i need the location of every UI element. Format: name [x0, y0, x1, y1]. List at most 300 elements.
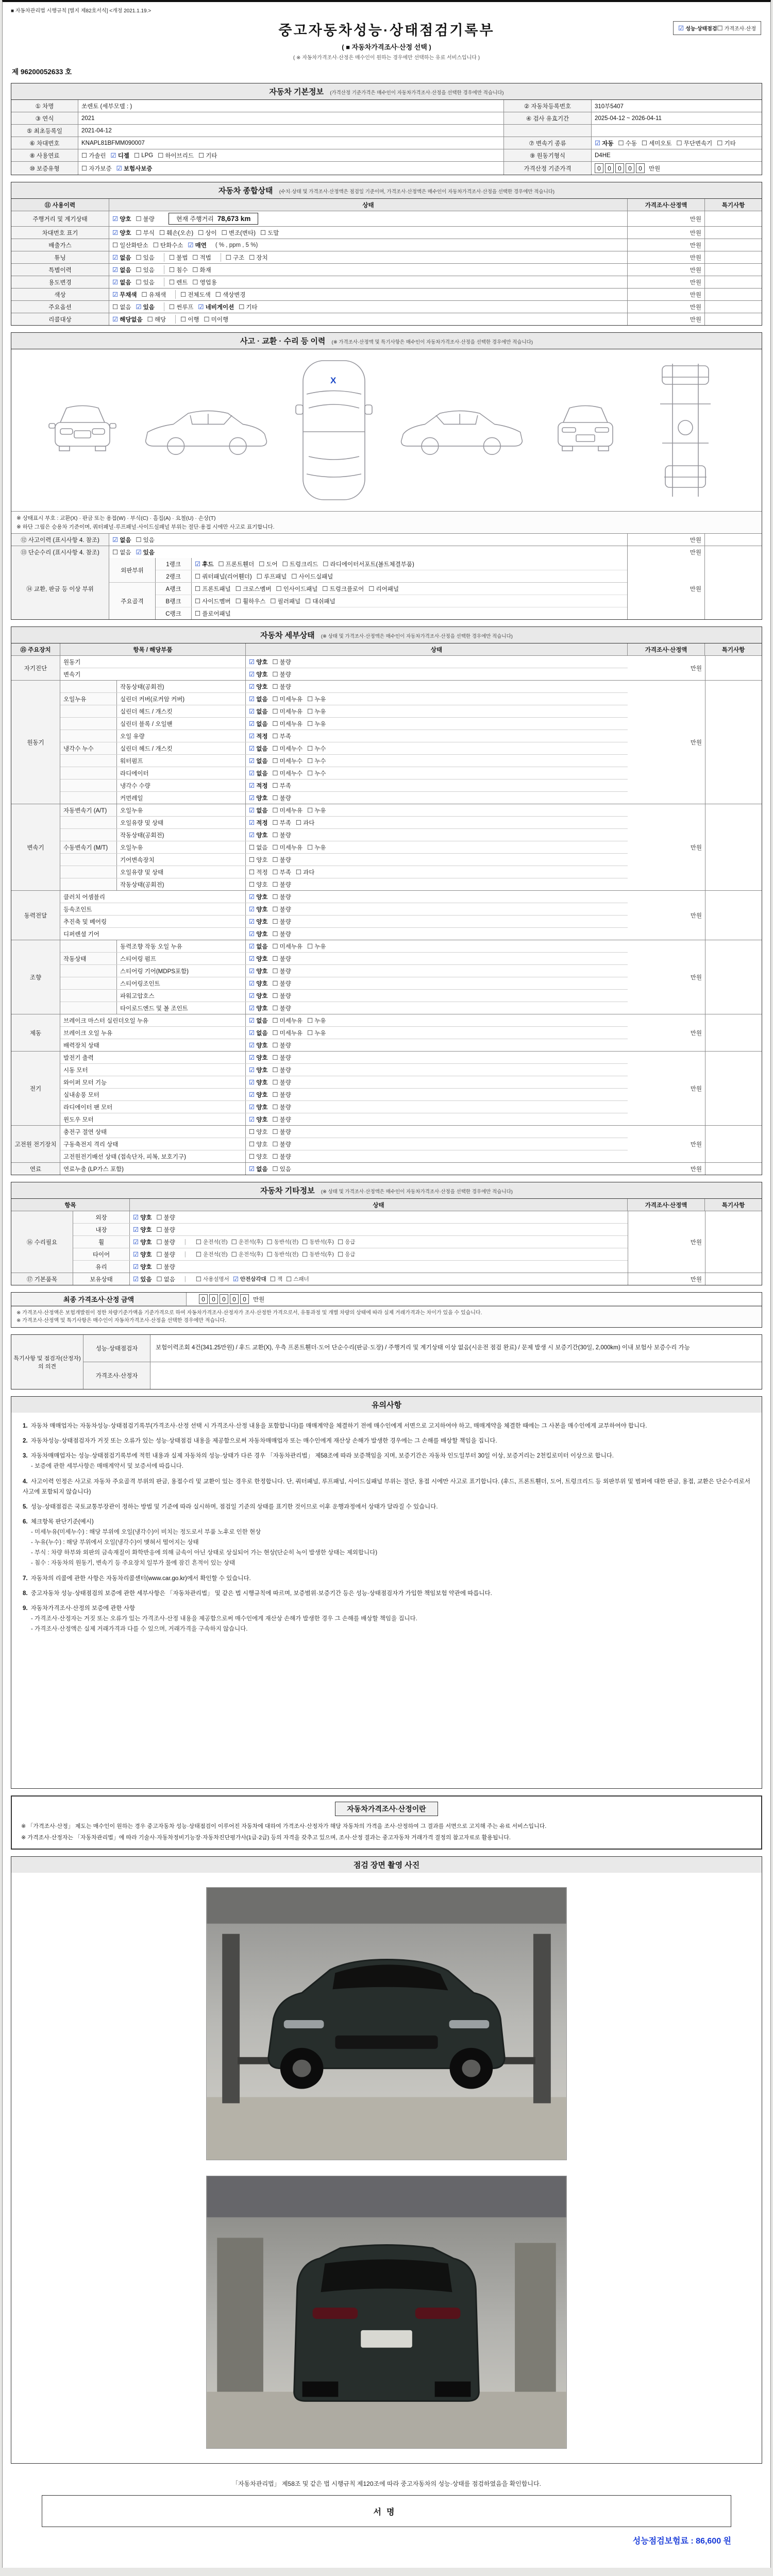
checkbox-불량[interactable] — [272, 1054, 291, 1062]
checkbox-있음[interactable] — [136, 303, 154, 311]
checkbox-미세누유[interactable] — [272, 1016, 303, 1025]
part-label: 내장 — [73, 1224, 130, 1235]
checkbox-필러패널[interactable] — [270, 597, 300, 605]
checkbox-자동[interactable] — [595, 139, 613, 147]
fuel-label: ⑧ 사용연료 — [11, 149, 78, 161]
checkbox-누유[interactable] — [307, 1016, 326, 1025]
checkbox-label: 없음 — [256, 745, 268, 752]
checkbox-루프패널[interactable] — [257, 572, 287, 581]
checkbox-없음[interactable] — [249, 720, 267, 728]
checkbox-glyph: ☑ — [112, 229, 119, 236]
checkbox-label: 해당없음 — [120, 316, 143, 323]
checkbox-누유[interactable] — [307, 695, 326, 703]
exchange-groups — [109, 558, 628, 619]
checkbox-스패너[interactable] — [286, 1275, 309, 1283]
checkbox-있음[interactable] — [136, 536, 154, 544]
checkbox-glyph: ☐ — [198, 229, 204, 236]
accident-table — [11, 349, 762, 620]
checkbox-없음[interactable] — [249, 843, 267, 852]
checkbox-label: 불량 — [279, 919, 291, 925]
checkbox-누유[interactable] — [307, 1029, 326, 1037]
checkbox-없음[interactable] — [249, 942, 267, 951]
price-digit-box: 0 — [240, 1294, 249, 1304]
checkbox-양호[interactable] — [249, 831, 267, 839]
checkbox-양호[interactable] — [249, 905, 267, 913]
part-status — [246, 668, 628, 680]
checkbox-수동[interactable] — [618, 139, 636, 147]
checkbox-미세누유[interactable] — [272, 843, 303, 852]
checkbox-기타[interactable] — [198, 151, 217, 160]
checkbox-glyph: ☐ — [302, 1239, 308, 1246]
checkbox-label: 무채색 — [120, 292, 137, 298]
checkbox-불량[interactable] — [272, 1066, 291, 1074]
checkbox-label: 하이브리드 — [165, 152, 194, 159]
checkbox-불량[interactable] — [272, 905, 291, 913]
detail-row — [60, 1002, 628, 1014]
checkbox-양호[interactable] — [249, 683, 267, 691]
detail-row — [60, 804, 628, 817]
row-status — [109, 534, 628, 546]
checkbox-없음[interactable] — [249, 757, 267, 765]
checkbox-불량[interactable] — [272, 930, 291, 938]
checkbox-과다[interactable] — [296, 819, 314, 827]
checkbox-group — [249, 918, 296, 926]
checkbox-양호[interactable] — [249, 1041, 267, 1049]
checkbox-label: 양호 — [256, 1154, 268, 1160]
checkbox-무채색[interactable] — [112, 291, 137, 299]
odometer-value: 78,673 km — [217, 215, 251, 223]
comprehensive-row — [11, 301, 762, 313]
checkbox-양호[interactable] — [249, 880, 267, 889]
device-label: 조향 — [11, 940, 60, 1014]
checkbox-glyph: ☑ — [112, 316, 119, 323]
checkbox-기타[interactable] — [239, 303, 257, 311]
checkbox-label: 없음 — [256, 943, 268, 950]
checkbox-적법[interactable] — [192, 253, 211, 262]
checkbox-크로스멤버[interactable] — [236, 585, 272, 593]
checkbox-있음[interactable] — [136, 278, 154, 286]
checkbox-영업용[interactable] — [192, 278, 217, 286]
checkbox-불량[interactable] — [272, 1004, 291, 1012]
checkbox-동반석(후)[interactable] — [302, 1250, 334, 1258]
part-label: 스티어링 펌프 — [117, 953, 246, 964]
checkbox-운전석(전)[interactable] — [196, 1250, 228, 1258]
checkbox-label: 없음 — [120, 537, 131, 544]
checkbox-응급[interactable] — [338, 1250, 356, 1258]
checkbox-트렁크리드[interactable] — [282, 560, 318, 568]
checkbox-양호[interactable] — [249, 930, 267, 938]
checkbox-불량[interactable] — [272, 967, 291, 975]
checkbox-누유[interactable] — [307, 843, 326, 852]
checkbox-불량[interactable] — [272, 893, 291, 901]
checkbox-가격조사·산정[interactable] — [717, 24, 756, 32]
checkbox-트렁크플로어[interactable] — [322, 585, 364, 593]
checkbox-매연[interactable] — [188, 241, 206, 249]
checkbox-label: 미세누수 — [279, 758, 303, 765]
checkbox-도어[interactable] — [259, 560, 277, 568]
checkbox-양호[interactable] — [249, 1054, 267, 1062]
basic-info-header — [11, 83, 762, 99]
checkbox-안전삼각대[interactable] — [233, 1275, 266, 1283]
price-cell: 만원 — [628, 313, 705, 325]
checkbox-label: 수동 — [625, 140, 637, 147]
checkbox-양호[interactable] — [249, 992, 267, 1000]
checkbox-양호[interactable] — [249, 658, 267, 666]
checkbox-양호[interactable] — [249, 1103, 267, 1111]
checkbox-glyph: ☑ — [249, 918, 255, 925]
detail-row — [60, 953, 628, 965]
base-price-unit: 만원 — [649, 165, 661, 172]
checkbox-운전석(후)[interactable] — [231, 1238, 263, 1246]
checkbox-없음[interactable] — [112, 536, 131, 544]
checkbox-해당없음[interactable] — [112, 315, 143, 324]
checkbox-label: 없음 — [256, 1018, 268, 1024]
checkbox-장치[interactable] — [249, 253, 267, 262]
checkbox-미세누수[interactable] — [272, 769, 303, 777]
checkbox-glyph: ☑ — [112, 266, 119, 274]
checkbox-label: 양호 — [120, 216, 131, 223]
checkbox-미세누유[interactable] — [272, 695, 303, 703]
checkbox-적정[interactable] — [249, 782, 267, 790]
checkbox-운전석(전)[interactable] — [196, 1238, 228, 1246]
checkbox-있음[interactable] — [133, 1275, 152, 1283]
comprehensive-row — [11, 289, 762, 301]
checkbox-불량[interactable] — [272, 658, 291, 666]
notice-subitem: - 가격조사·산정액은 실제 거래가격과 다를 수 있으며, 거래가격을 구속하지 않습니다. — [31, 1626, 248, 1632]
checkbox-일산화탄소[interactable] — [112, 241, 148, 249]
checkbox-없음[interactable] — [112, 548, 131, 556]
checkbox-적정[interactable] — [249, 819, 267, 827]
checkbox-불량[interactable] — [272, 683, 291, 691]
checkbox-불량[interactable] — [272, 1103, 291, 1111]
checkbox-보험사보증[interactable] — [116, 164, 153, 173]
checkbox-glyph: ☐ — [112, 303, 119, 311]
checkbox-없음[interactable] — [249, 707, 267, 716]
checkbox-불량[interactable] — [156, 1213, 175, 1222]
checkbox-있음[interactable] — [136, 266, 154, 274]
checkbox-group — [169, 253, 216, 262]
checkbox-렌트[interactable] — [169, 278, 188, 286]
part-status — [246, 1076, 628, 1088]
checkbox-불량[interactable] — [272, 1041, 291, 1049]
checkbox-양호[interactable] — [249, 1091, 267, 1099]
rank-items — [192, 595, 627, 607]
checkbox-운전석(후)[interactable] — [231, 1250, 263, 1258]
checkbox-label: 누수 — [314, 745, 326, 752]
checkbox-불량[interactable] — [272, 1153, 291, 1161]
checkbox-양호[interactable] — [249, 1153, 267, 1161]
checkbox-label: 상이 — [205, 230, 217, 236]
detail-row — [60, 841, 628, 854]
checkbox-라디에이터서포트(볼트체결부품)[interactable] — [323, 560, 414, 568]
checkbox-불량[interactable] — [272, 1128, 291, 1136]
checkbox-양호[interactable] — [249, 794, 267, 802]
checkbox-누수[interactable] — [307, 769, 326, 777]
checkbox-불량[interactable] — [272, 670, 291, 679]
checkbox-부족[interactable] — [272, 868, 291, 876]
pricing-info-para-2: ※ 가격조사·산정자는 「자동차관리법」에 따라 기술사·자동차정비기능장·자동차진단평가사(1급·2급) 등의 자격을 갖추고 있으며, 조사·산정 결과는 중고자동차 거래가격 결정의 참고자료로 활용됩니다. — [21, 1834, 511, 1841]
checkbox-썬루프[interactable] — [169, 303, 194, 311]
checkbox-유채색[interactable] — [142, 291, 166, 299]
checkbox-label: 불량 — [163, 1251, 175, 1258]
section-final-price — [11, 1292, 762, 1328]
checkbox-label: 부족 — [279, 820, 291, 826]
checkbox-양호[interactable] — [249, 918, 267, 926]
signature-field[interactable]: 서명 — [42, 2495, 731, 2527]
checkbox-label: 과다 — [303, 869, 315, 876]
checkbox-불량[interactable] — [272, 831, 291, 839]
checkbox-양호[interactable] — [249, 979, 267, 988]
checkbox-동반석(전)[interactable] — [266, 1238, 298, 1246]
checkbox-glyph: ☐ — [180, 291, 187, 298]
checkbox-누수[interactable] — [307, 757, 326, 765]
checkbox-누유[interactable] — [307, 942, 326, 951]
part-status — [246, 656, 628, 668]
checkbox-미세누수[interactable] — [272, 757, 303, 765]
checkbox-glyph: ☐ — [307, 844, 313, 851]
device-label: 동력전달 — [11, 891, 60, 940]
checkbox-LPG[interactable] — [134, 151, 153, 159]
checkbox-부족[interactable] — [272, 819, 291, 827]
checkbox-부족[interactable] — [272, 732, 291, 740]
checkbox-프론트휀더[interactable] — [218, 560, 254, 568]
section-comprehensive — [11, 182, 762, 326]
checkbox-적정[interactable] — [249, 868, 267, 876]
checkbox-glyph: ☑ — [249, 733, 255, 740]
checkbox-자가보증[interactable] — [81, 164, 112, 173]
checkbox-누유[interactable] — [307, 806, 326, 815]
checkbox-label: 양호 — [256, 968, 268, 975]
checkbox-미세누유[interactable] — [272, 1029, 303, 1037]
vin-value: KNAPL81BFMM090007 — [78, 137, 504, 149]
checkbox-group — [112, 253, 159, 262]
device-items — [60, 656, 628, 680]
checkbox-동반석(후)[interactable] — [302, 1238, 334, 1246]
checkbox-변조(변타)[interactable] — [222, 229, 256, 237]
checkbox-사용설명서[interactable] — [196, 1275, 229, 1283]
checkbox-이행[interactable] — [180, 315, 199, 324]
row-label: 주요옵션 — [11, 301, 109, 313]
section-signature — [11, 2479, 762, 2546]
checkbox-양호[interactable] — [133, 1238, 152, 1246]
checkbox-불량[interactable] — [272, 1140, 291, 1148]
checkbox-불량[interactable] — [272, 1078, 291, 1087]
checkbox-glyph: ☐ — [272, 1153, 278, 1160]
checkbox-미세누유[interactable] — [272, 707, 303, 716]
checkbox-침수[interactable] — [169, 266, 188, 274]
checkbox-없음[interactable] — [112, 266, 131, 274]
checkbox-플로어패널[interactable] — [195, 609, 231, 618]
checkbox-전체도색[interactable] — [180, 291, 211, 299]
checkbox-없음[interactable] — [249, 744, 267, 753]
checkbox-불량[interactable] — [272, 856, 291, 864]
checkbox-잭[interactable] — [270, 1275, 282, 1283]
detail-row — [60, 928, 628, 940]
checkbox-양호[interactable] — [249, 1066, 267, 1074]
checkbox-glyph: ☐ — [249, 844, 255, 851]
checkbox-glyph: ☑ — [188, 242, 194, 249]
checkbox-후드[interactable] — [195, 560, 213, 568]
checkbox-양호[interactable] — [249, 1128, 267, 1136]
opinions-section-label: 특기사항 및 점검자(산정자)의 의견 — [11, 1335, 83, 1389]
checkbox-없음[interactable] — [249, 1029, 267, 1037]
checkbox-누유[interactable] — [307, 720, 326, 728]
checkbox-양호[interactable] — [249, 893, 267, 901]
checkbox-glyph: ☐ — [307, 1017, 313, 1024]
checkbox-없음[interactable] — [156, 1275, 175, 1283]
checkbox-불량[interactable] — [272, 992, 291, 1000]
checkbox-도말[interactable] — [260, 229, 279, 237]
checkbox-있음[interactable] — [272, 1165, 291, 1173]
table-row — [11, 149, 762, 162]
checkbox-glyph: ☑ — [249, 794, 255, 802]
checkbox-탄화수소[interactable] — [153, 241, 183, 249]
checkbox-쿼터패널(리어휀더)[interactable] — [195, 572, 252, 581]
checkbox-없음[interactable] — [112, 278, 131, 286]
checkbox-불량[interactable] — [136, 215, 154, 223]
checkbox-구조[interactable] — [226, 253, 244, 262]
checkbox-불법[interactable] — [169, 253, 188, 262]
checkbox-사이드실패널[interactable] — [291, 572, 333, 581]
checkbox-양호[interactable] — [249, 856, 267, 864]
notice-subitem: - 미세누유(미세누수) : 해당 부위에 오일(냉각수)이 비치는 정도로서 부품 노후로 인한 현상 — [31, 1529, 261, 1535]
checkbox-label: 필러패널 — [277, 598, 301, 605]
checkbox-누유[interactable] — [307, 707, 326, 716]
checkbox-양호[interactable] — [112, 229, 131, 237]
checkbox-label: 리어패널 — [376, 586, 399, 592]
part-status — [246, 1052, 628, 1063]
checkbox-색상변경[interactable] — [215, 291, 246, 299]
checkbox-양호[interactable] — [249, 670, 267, 679]
checkbox-과다[interactable] — [296, 868, 314, 876]
checkbox-없음[interactable] — [249, 1165, 267, 1173]
checkbox-화재[interactable] — [192, 266, 211, 274]
checkbox-양호[interactable] — [249, 1078, 267, 1087]
part-label: 원동기 — [60, 656, 246, 668]
checkbox-glyph: ☑ — [249, 992, 255, 999]
checkbox-양호[interactable] — [249, 967, 267, 975]
checkbox-양호[interactable] — [133, 1263, 152, 1271]
checkbox-glyph: ☐ — [156, 1251, 162, 1258]
checkbox-양호[interactable] — [133, 1250, 152, 1259]
detail-row — [60, 940, 628, 953]
checkbox-불량[interactable] — [272, 979, 291, 988]
part-label: 실린더 헤드 / 개스킷 — [117, 705, 246, 717]
remark-cell — [705, 940, 762, 1014]
checkbox-사이드멤버[interactable] — [195, 597, 231, 605]
checkbox-네비게이션[interactable] — [198, 303, 234, 311]
checkbox-양호[interactable] — [133, 1213, 152, 1222]
checkbox-양호[interactable] — [249, 1004, 267, 1012]
checkbox-동반석(전)[interactable] — [266, 1250, 298, 1258]
checkbox-불량[interactable] — [272, 880, 291, 889]
checkbox-양호[interactable] — [112, 215, 131, 223]
checkbox-불량[interactable] — [272, 1115, 291, 1124]
col-status: 상태 — [130, 1199, 628, 1211]
checkbox-없음[interactable] — [112, 303, 131, 311]
detail-row — [60, 1138, 628, 1150]
checkbox-양호[interactable] — [249, 955, 267, 963]
checkbox-group — [169, 278, 222, 286]
checkbox-있음[interactable] — [136, 253, 154, 262]
checkbox-없음[interactable] — [249, 769, 267, 777]
checkbox-가솔린[interactable] — [81, 151, 106, 160]
checkbox-부족[interactable] — [272, 782, 291, 790]
checkbox-세미오토[interactable] — [642, 139, 672, 147]
basic-info-note: (가격산정 기준가격은 매수인이 자동차가격조사·산정을 선택한 경우에만 적습니다) — [330, 90, 504, 96]
checkbox-훼손(오손)[interactable] — [159, 229, 193, 237]
part-label: 추진축 및 베어링 — [60, 916, 246, 927]
checkbox-하이브리드[interactable] — [158, 151, 194, 160]
checkbox-해당[interactable] — [147, 315, 166, 324]
checkbox-group — [195, 585, 404, 593]
checkbox-불량[interactable] — [156, 1238, 175, 1246]
checkbox-group — [133, 1238, 180, 1246]
checkbox-불량[interactable] — [272, 1091, 291, 1099]
device-label: 제동 — [11, 1014, 60, 1051]
checkbox-리어패널[interactable] — [368, 585, 399, 593]
misc-row — [73, 1248, 628, 1261]
checkbox-불량[interactable] — [272, 918, 291, 926]
checkbox-기타[interactable] — [717, 139, 735, 147]
checkbox-미이행[interactable] — [204, 315, 229, 324]
part-status — [246, 829, 628, 841]
checkbox-미세누수[interactable] — [272, 744, 303, 753]
checkbox-없음[interactable] — [249, 806, 267, 815]
checkbox-적정[interactable] — [249, 732, 267, 740]
checkbox-상이[interactable] — [198, 229, 216, 237]
checkbox-glyph: ☑ — [249, 708, 255, 715]
checkbox-인사이드패널[interactable] — [276, 585, 318, 593]
car-diagram-right-side-view — [395, 399, 529, 461]
checkbox-누수[interactable] — [307, 744, 326, 753]
checkbox-미세누유[interactable] — [272, 806, 303, 815]
row-label: 주행거리 및 계기상태 — [11, 211, 109, 226]
misc-row — [73, 1224, 628, 1236]
checkbox-없음[interactable] — [249, 695, 267, 703]
checkbox-양호[interactable] — [249, 1115, 267, 1124]
checkbox-휠하우스[interactable] — [236, 597, 266, 605]
checkbox-불량[interactable] — [156, 1226, 175, 1234]
checkbox-불량[interactable] — [156, 1250, 175, 1259]
checkbox-glyph: ☐ — [272, 1091, 278, 1098]
checkbox-없음[interactable] — [249, 1016, 267, 1025]
checkbox-불량[interactable] — [156, 1263, 175, 1271]
part-label: 브레이크 마스터 실린더오일 누유 — [60, 1014, 246, 1026]
checkbox-glyph: ☐ — [136, 254, 142, 261]
checkbox-미세누유[interactable] — [272, 720, 303, 728]
checkbox-group — [112, 215, 159, 223]
part-status — [246, 977, 628, 989]
checkbox-없음[interactable] — [112, 253, 131, 262]
checkbox-불량[interactable] — [272, 794, 291, 802]
checkbox-응급[interactable] — [338, 1238, 356, 1246]
checkbox-불량[interactable] — [272, 955, 291, 963]
checkbox-무단변속기[interactable] — [677, 139, 713, 147]
checkbox-프론트패널[interactable] — [195, 585, 231, 593]
checkbox-있음[interactable] — [136, 548, 154, 556]
checkbox-양호[interactable] — [249, 1140, 267, 1148]
checkbox-양호[interactable] — [133, 1226, 152, 1234]
checkbox-glyph: ☐ — [272, 968, 278, 975]
checkbox-label: 과다 — [303, 820, 315, 826]
checkbox-대쉬패널[interactable] — [305, 597, 335, 605]
checkbox-부식[interactable] — [136, 229, 154, 237]
checkbox-성능·상태점검[interactable] — [678, 24, 717, 32]
checkbox-미세누유[interactable] — [272, 942, 303, 951]
checkbox-디젤[interactable] — [111, 151, 129, 160]
price-cell: 만원 — [628, 301, 705, 313]
